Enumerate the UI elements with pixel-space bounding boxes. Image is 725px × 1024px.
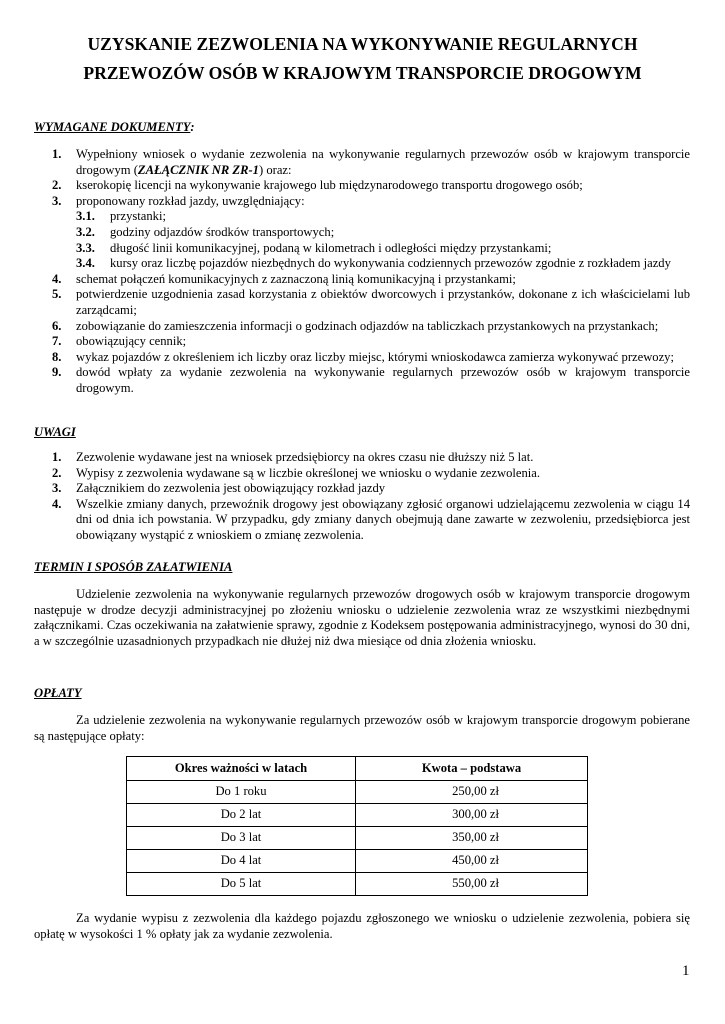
sub-list-item: 3.4. kursy oraz liczbę pojazdów niezbędnych do wykonywania codziennych przewozów zgodnie z rozkładem jazdy	[76, 256, 671, 271]
table-cell-period: Do 2 lat	[127, 804, 356, 827]
list-item: 1. Wypełniony wniosek o wydanie zezwolenia na wykonywanie regularnych przewozów osób w krajowym transporcie drogowym (ZAŁĄCZNIK NR ZR-1) oraz:	[52, 147, 690, 177]
table-row	[127, 781, 588, 804]
table-cell-amount: 550,00 zł	[356, 873, 588, 896]
list-item: 1. Zezwolenie wydawane jest na wniosek przedsiębiorcy na okres czasu nie dłuższy niż 5 lat.	[52, 450, 534, 464]
list-item: 4. Wszelkie zmiany danych, przewoźnik drogowy jest obowiązany zgłosić organowi udzielającemu zezwolenia w ciągu 14 dni od dnia ich powstania. W przypadku, gdy zmiany danych obejmują dane zawarte w zezwoleniu, przedsiębiorca jest obowiązany wystąpić z wnioskiem o zmianę zezwolenia.	[52, 496, 690, 542]
list-item: 6. zobowiązanie do zamieszczenia informacji o godzinach odjazdów na tabliczkach przystankowych na przystankach;	[52, 318, 659, 333]
list-item: 3. Załącznikiem do zezwolenia jest obowiązujący rozkład jazdy	[52, 481, 386, 496]
documents-heading: WYMAGANE DOKUMENTY:	[34, 120, 195, 134]
fees-heading: OPŁATY	[34, 686, 82, 700]
table-row	[127, 804, 588, 827]
notes-heading: UWAGI	[34, 425, 76, 439]
list-item: 9. dowód wpłaty za wydanie zezwolenia na wykonywanie regularnych przewozów osób w krajowym transporcie drogowym.	[52, 365, 690, 395]
term-heading: TERMIN I SPOSÓB ZAŁATWIENIA	[34, 560, 233, 574]
table-cell-period: Do 1 roku	[127, 781, 356, 804]
table-cell-amount: 250,00 zł	[356, 781, 588, 804]
title-line-1: UZYSKANIE ZEZWOLENIA NA WYKONYWANIE REGULARNYCH	[87, 34, 638, 54]
table-row	[127, 873, 588, 896]
table-cell-amount: 350,00 zł	[356, 827, 588, 850]
title-line-2: PRZEWOZÓW OSÓB W KRAJOWYM TRANSPORCIE DROGOWYM	[83, 63, 642, 83]
term-paragraph: Udzielenie zezwolenia na wykonywanie regularnych przewozów drogowych osób w krajowym transporcie drogowym następuje w drodze decyzji administracyjnej po złożeniu wniosku o udzielenie zezwolenia wraz ze wszystkimi niezbędnymi załącznikami. Czas oczekiwania na załatwienie sprawy, zgodnie z Kodeksem postępowania administracyjnego, wynosi do 30 dni, a w szczególnie uzasadnionych przypadkach nie dłużej niż dwa miesiące od dnia złożenia wniosku.	[34, 587, 690, 648]
table-cell-period: Do 4 lat	[127, 850, 356, 873]
fees-table	[126, 756, 588, 896]
list-item: 2. kserokopię licencji na wykonywanie krajowego lub międzynarodowego transportu drogowego osób;	[52, 178, 583, 193]
list-item: 5. potwierdzenie uzgodnienia zasad korzystania z obiektów dworcowych i przystanków, dokonane z ich właścicielami lub zarządcami;	[52, 287, 690, 317]
list-item: 7. obowiązujący cennik;	[52, 334, 187, 349]
sub-list-item: 3.2. godziny odjazdów środków transportowych;	[76, 224, 335, 239]
list-item: 8. wykaz pojazdów z określeniem ich liczby oraz liczby miejsc, którymi wnioskodawca zamierza wykonywać przewozy;	[52, 349, 674, 364]
table-row	[127, 827, 588, 850]
notes-list	[34, 450, 690, 544]
page-number: 1	[682, 963, 690, 979]
table-cell-period: Do 5 lat	[127, 873, 356, 896]
table-row	[127, 850, 588, 873]
sub-list-item: 3.3. długość linii komunikacyjnej, podaną w kilometrach i odległości między przystankami;	[76, 240, 552, 255]
table-header-amount: Kwota – podstawa	[356, 757, 588, 781]
table-cell-amount: 300,00 zł	[356, 804, 588, 827]
documents-list	[34, 147, 690, 397]
table-cell-period: Do 3 lat	[127, 827, 356, 850]
table-header-row	[127, 757, 588, 781]
table-header-period: Okres ważności w latach	[127, 757, 356, 781]
list-item: 3. proponowany rozkład jazdy, uwzględniający: 3.1. przystanki; 3.2. godziny odjazdów środków transportowych; 3.3. długość linii komunikacyjnej, podaną w kilometrach i odległości między przystankami; 3.4. kursy oraz liczbę pojazdów niezbędnych do wykonywania codziennych przewozów zgodnie z rozkładem jazdy	[34, 194, 690, 272]
list-item: 4. schemat połączeń komunikacyjnych z zaznaczoną linią komunikacyjną i przystankami;	[52, 271, 516, 286]
table-cell-amount: 450,00 zł	[356, 850, 588, 873]
sub-list-item: 3.1. przystanki;	[76, 209, 166, 224]
fees-footer: Za wydanie wypisu z zezwolenia dla każdego pojazdu zgłoszonego we wniosku o udzielenie zezwolenia, pobiera się opłatę w wysokości 1 % opłaty jak za wydanie zezwolenia.	[34, 911, 690, 941]
list-item: 2. Wypisy z zezwolenia wydawane są w liczbie określonej we wniosku o wydanie zezwolenia.	[52, 465, 540, 480]
page-title	[40, 30, 685, 88]
fees-intro: Za udzielenie zezwolenia na wykonywanie regularnych przewozów osób w krajowym transporcie drogowym pobierane są następujące opłaty:	[34, 713, 690, 743]
